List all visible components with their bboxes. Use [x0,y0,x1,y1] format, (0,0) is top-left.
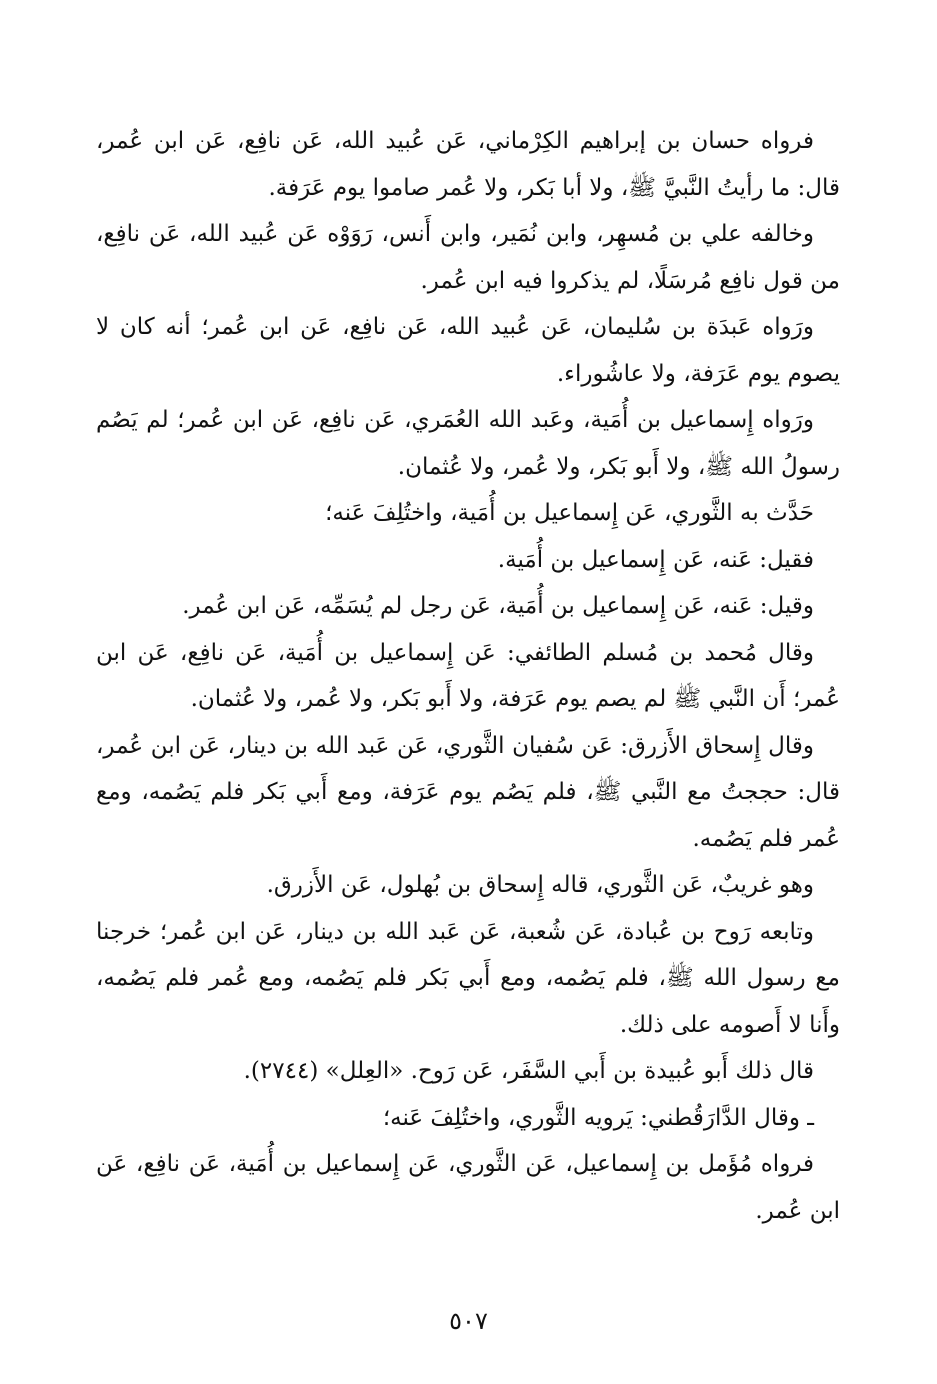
paragraph-13: ـ وقال الدَّارَقُطني: يَرويه الثَّوري، واختُلِفَ عَنه؛ [382,1104,814,1131]
paragraph-10: وهو غريبٌ، عَن الثَّوري، قاله إِسحاق بن بُهلول، عَن الأَزرق. [266,872,814,898]
page-body [96,118,840,1234]
paragraph-2: وخالفه علي بن مُسهِر، وابن نُمَير، وابن أَنس، رَوَوْه عَن عُبيد الله، عَن نافِع، من قول نافِع مُرسَلًا، لم يذكروا فيه ابن عُمر. [96,221,840,294]
paragraph-12: قال ذلك أَبو عُبيدة بن أَبي السَّفَر، عَن رَوح. «العِلل» (٢٧٤٤). [243,1058,814,1084]
paragraph-7: وقيل: عَنه، عَن إِسماعيل بن أُمَية، عَن رجل لم يُسَمِّه، عَن ابن عُمر. [182,593,814,619]
paragraph-9: وقال إِسحاق الأَزرق: عَن سُفيان الثَّوري، عَن عَبد الله بن دينار، عَن ابن عُمر، قال: حججتُ مع النَّبي ﷺ، فلم يَصُم يوم عَرَفة، ومع أَبي بَكر فلم يَصُمه، ومع عُمر فلم يَصُمه. [96,732,840,852]
paragraph-14: فرواه مُؤَمل بن إِسماعيل، عَن الثَّوري، عَن إِسماعيل بن أُمَية، عَن نافِع، عَن ابن عُمر. [96,1151,840,1224]
paragraph-5: حَدَّث به الثَّوري، عَن إِسماعيل بن أُمَية، واختُلِفَ عَنه؛ [325,500,814,526]
paragraph-6: فقيل: عَنه، عَن إِسماعيل بن أُمَية. [497,546,814,573]
page-number: ٥٠٧ [449,1307,488,1335]
paragraph-8: وقال مُحمد بن مُسلم الطائفي: عَن إِسماعيل بن أُمَية، عَن نافِع، عَن ابن عُمر؛ أَن النَّبي ﷺ لم يصم يوم عَرَفة، ولا أَبو بَكر، ولا عُمر، ولا عُثمان. [96,639,840,712]
paragraph-3: ورَواه عَبدَة بن سُليمان، عَن عُبيد الله، عَن نافِع، عَن ابن عُمر؛ أنه كان لا يصوم يوم عَرَفة، ولا عاشُوراء. [96,314,840,387]
paragraph-11: وتابعه رَوح بن عُبادة، عَن شُعبة، عَن عَبد الله بن دينار، عَن ابن عُمر؛ خرجنا مع رسول الله ﷺ، فلم يَصُمه، ومع أَبي بَكر فلم يَصُمه، ومع عُمر فلم يَصُمه، وأَنا لا أَصومه على ذلك. [96,918,840,1038]
paragraph-1: فرواه حسان بن إبراهيم الكِرْماني، عَن عُبيد الله، عَن نافِع، عَن ابن عُمر، قال: ما رأيتُ النَّبيَّ ﷺ، ولا أبا بَكر، ولا عُمر صاموا يوم عَرَفة. [96,128,840,201]
paragraph-4: ورَواه إِسماعيل بن أُمَية، وعَبد الله العُمَري، عَن نافِع، عَن ابن عُمر؛ لم يَصُم رسولُ الله ﷺ، ولا أَبو بَكر، ولا عُمر، ولا عُثمان. [96,407,840,480]
